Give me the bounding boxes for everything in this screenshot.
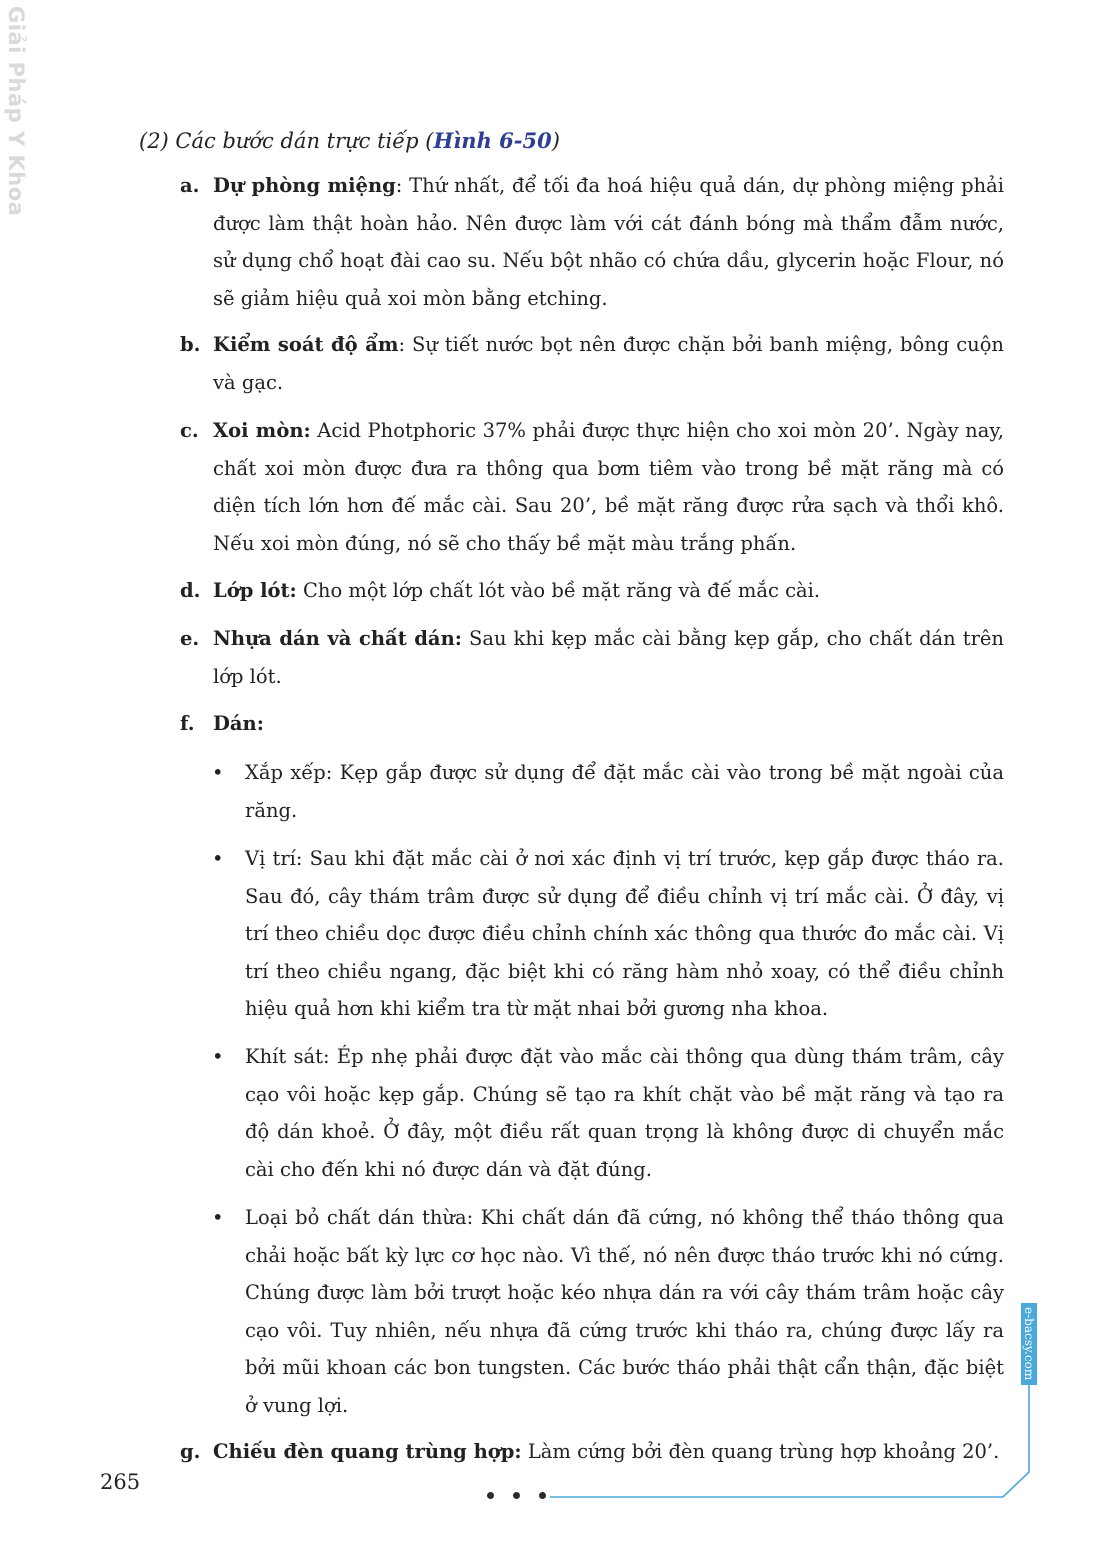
bullet-text: Vị trí: Sau khi đặt mắc cài ở nơi xác định vị trí trước, kẹp gắp được tháo ra. Sau đó, cây thám trâm được sử dụng để điều chỉnh vị trí mắc cài. Ở đây, vị trí theo chiều dọc được điều chỉnh chính xác thông qua thước đo mắc cài. Vị trí theo chiều ngang, đặc biệt khi có răng hàm nhỏ xoay, có thể điều chỉnh hiệu quả hơn khi kiểm tra từ mặt nhai bởi gương nha khoa. (245, 847, 1004, 1020)
item-text: Acid Photphoric 37% phải được thực hiện cho xoi mòn 20’. Ngày nay, chất xoi mòn được đưa ra thông qua bơm tiêm vào trong bề mặt răng mà có diện tích lớn hơn đế mắc cài. Sau 20’, bề mặt răng được rửa sạch và thổi khô. Nếu xoi mòn đúng, nó sẽ cho thấy bề mặt màu trắng phấn. (213, 419, 1004, 555)
item-letter: c. (180, 419, 199, 442)
item-text: : Thứ nhất, để tối đa hoá hiệu quả dán, dự phòng miệng phải được làm thật hoàn hảo. Nên được làm với cát đánh bóng mà thẩm đẫm nước, sử dụng chổ hoạt đài cao su. Nếu bột nhão có chứa dầu, glycerin hoặc Flour, nó sẽ giảm hiệu quả xoi mòn bằng etching. (213, 174, 1004, 310)
item-term: Chiếu đèn quang trùng hợp: (213, 1440, 522, 1463)
item-letter: f. (180, 712, 195, 735)
item-letter: e. (180, 627, 200, 650)
item-text: Sau khi kẹp mắc cài bằng kẹp gắp, cho chất dán trên lớp lót. (213, 627, 1004, 688)
item-letter: g. (180, 1440, 201, 1463)
item-term: Nhựa dán và chất dán: (213, 627, 462, 650)
border-line (550, 1303, 1029, 1497)
item-letter: a. (180, 174, 200, 197)
figure-reference: Hình 6-50 (433, 128, 552, 153)
item-term: Dự phòng miệng (213, 174, 396, 197)
item-term: Xoi mòn: (213, 419, 311, 442)
item-letter: b. (180, 333, 201, 356)
item-term: Dán: (213, 712, 264, 735)
bullet-text: Xắp xếp: Kẹp gắp được sử dụng để đặt mắc cài vào trong bề mặt ngoài của răng. (245, 761, 1004, 822)
watermark-text: Giải Pháp Y Khoa (4, 6, 28, 217)
page-number: 265 (100, 1470, 141, 1494)
heading-prefix: (2) Các bước dán trực tiếp ( (139, 129, 434, 153)
bullet-text: Loại bỏ chất dán thừa: Khi chất dán đã cứng, nó không thể tháo thông qua chải hoặc bất kỳ lực cơ học nào. Vì thế, nó nên được tháo trước khi nó cứng. Chúng được làm bởi trượt hoặc kéo nhựa dán ra với cây thám trâm hoặc cây cạo vôi. Tuy nhiên, nếu nhựa đã cứng trước khi tháo ra, chúng được lấy ra bởi mũi khoan các bon tungsten. Các bước tháo phải thật cẩn thận, đặc biệt ở vung lợi. (245, 1206, 1004, 1417)
item-term: Lớp lót: (213, 579, 297, 602)
item-text: : Sự tiết nước bọt nên được chặn bởi banh miệng, bông cuộn và gạc. (213, 333, 1004, 394)
side-site-label: e-bacsy.com (1021, 1303, 1037, 1385)
item-text: Cho một lớp chất lót vào bề mặt răng và đế mắc cài. (296, 579, 821, 602)
item-text: Làm cứng bởi đèn quang trùng hợp khoảng 20’. (521, 1440, 1000, 1463)
item-letter: d. (180, 579, 201, 602)
heading-suffix: ) (551, 129, 560, 153)
bullet-dot: • (212, 761, 224, 784)
bullet-text: Khít sát: Ép nhẹ phải được đặt vào mắc cài thông qua dùng thám trâm, cây cạo vôi hoặc kẹp gắp. Chúng sẽ tạo ra khít chặt vào bề mặt răng và tạo ra độ dán khoẻ. Ở đây, một điều rất quan trọng là không được di chuyển mắc cài cho đến khi nó được dán và đặt đúng. (245, 1045, 1004, 1181)
bullet-dot: • (212, 847, 224, 870)
item-term: Kiểm soát độ ẩm (213, 333, 399, 356)
bullet-dot: • (212, 1045, 224, 1068)
bullet-dot: • (212, 1206, 224, 1229)
